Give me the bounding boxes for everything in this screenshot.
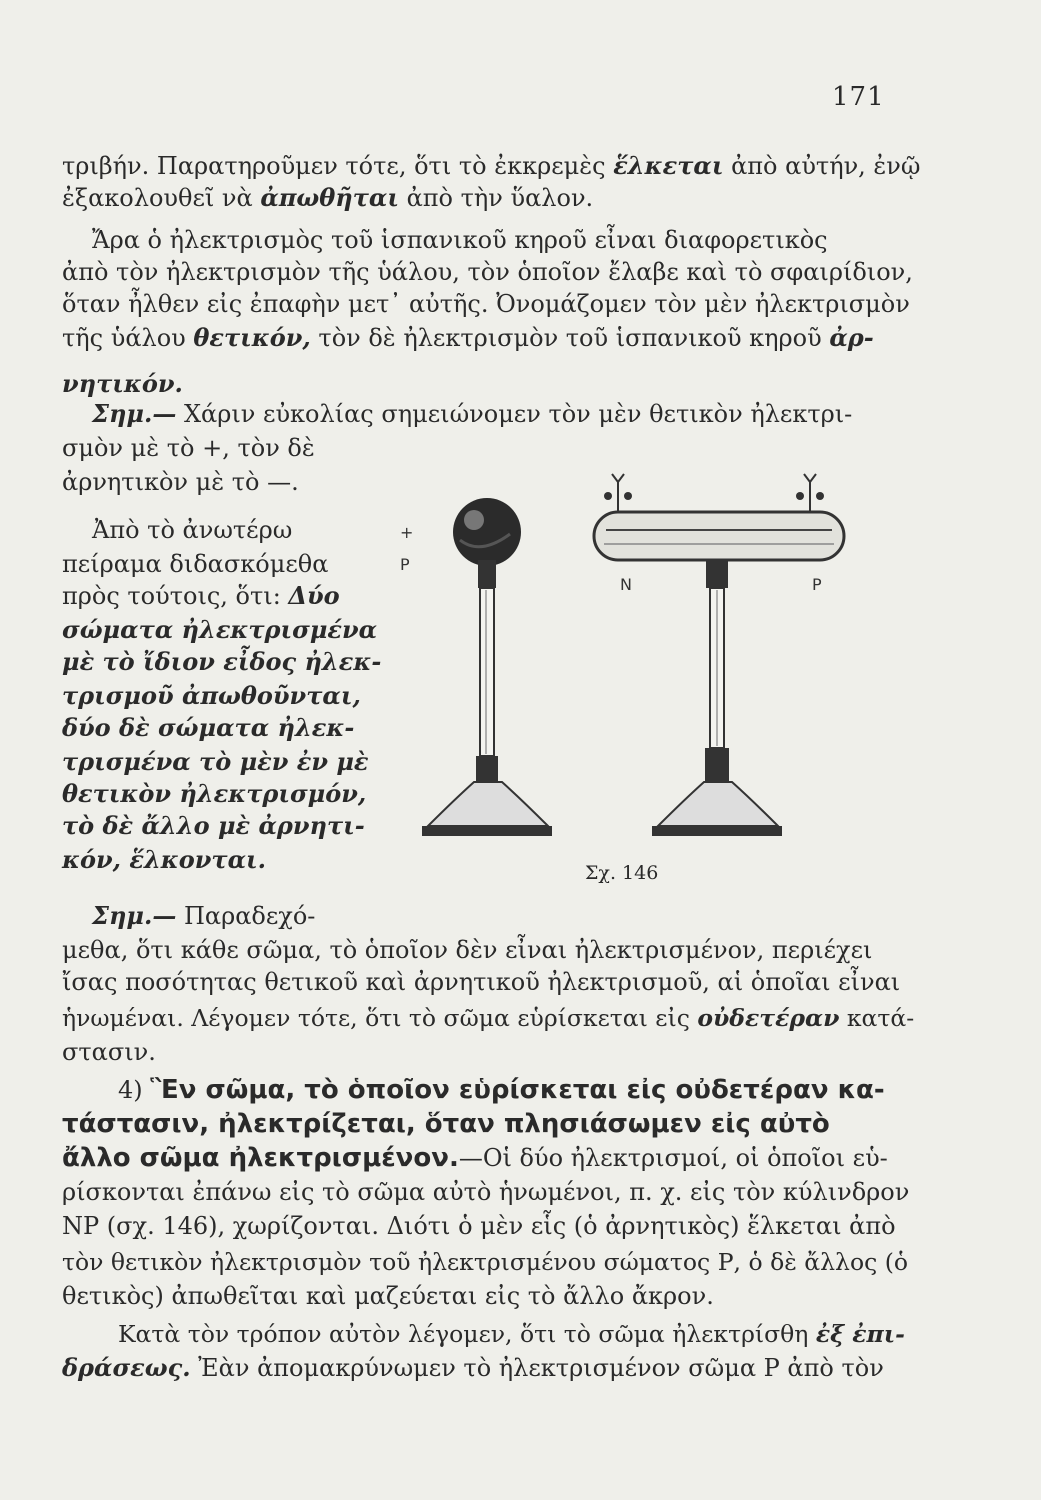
text-line xyxy=(62,432,315,464)
text-line xyxy=(62,844,266,876)
plain-text: ἴσας ποσότητας θετικοῦ καὶ ἀρνητικοῦ ἠλεκτρισμοῦ, αἱ ὁποῖαι εἶναι xyxy=(62,968,901,996)
text-line xyxy=(62,1176,909,1208)
text-line xyxy=(62,680,361,712)
plain-text: μεθα, ὅτι κάθε σῶμα, τὸ ὁποῖον δὲν εἶναι ἠλεκτρισμένον, περιέχει xyxy=(62,936,873,964)
text-line xyxy=(62,288,910,320)
text-line xyxy=(62,1142,888,1174)
text-line xyxy=(92,398,852,430)
figure-146 xyxy=(370,440,870,860)
emphasis-text: θετικόν, xyxy=(193,323,311,352)
emphasis-text: Σημ.— xyxy=(92,901,177,930)
plain-text: θετικὸς) ἀπωθεῖται καὶ μαζεύεται εἰς τὸ ἄλλο ἄκρον. xyxy=(62,1282,714,1310)
heading-text: Ἓν σῶμα, τὸ ὁποῖον εὑρίσκεται εἰς οὐδετέραν κα- xyxy=(150,1075,885,1105)
plain-text: Χάριν εὐκολίας σημειώνομεν τὸν μὲν θετικὸν ἠλεκτρι- xyxy=(176,400,853,428)
plain-text: κατά- xyxy=(839,1004,915,1032)
text-line xyxy=(62,614,377,646)
plain-text: τὸν θετικὸν ἠλεκτρισμὸν τοῦ ἠλεκτρισμένου σώματος Ρ, ὁ δὲ ἄλλος (ὁ xyxy=(62,1248,909,1276)
text-line xyxy=(62,580,340,612)
text-line xyxy=(62,712,354,744)
plain-text: Παραδεχό- xyxy=(176,902,316,930)
emphasis-text: θετικὸν ἠλεκτρισμόν, xyxy=(62,779,367,808)
emphasis-text: Δύο xyxy=(288,581,340,610)
emphasis-text: ἀρ- xyxy=(829,323,874,352)
text-line xyxy=(62,256,913,288)
text-line xyxy=(118,1074,885,1106)
plain-text: Ἀπὸ τὸ ἀνωτέρω xyxy=(92,516,293,544)
plain-text: ἀπὸ τὸν ἠλεκτρισμὸν τῆς ὑάλου, τὸν ὁποῖον ἔλαβε καὶ τὸ σφαιρίδιον, xyxy=(62,258,913,286)
text-line xyxy=(62,1352,884,1384)
plain-text: ἡνωμέναι. Λέγομεν τότε, ὅτι τὸ σῶμα εὑρίσκεται εἰς xyxy=(62,1004,698,1032)
plain-text: ἐξακολουθεῖ νὰ xyxy=(62,184,261,212)
emphasis-text: ἀπωθῆται xyxy=(260,183,399,212)
text-line xyxy=(92,224,828,256)
emphasis-text: Σημ.— xyxy=(92,399,177,428)
emphasis-text: νητικόν. xyxy=(62,369,183,398)
plain-text: τῆς ὑάλου xyxy=(62,324,194,352)
label-p-left: P xyxy=(400,555,410,574)
page-number: 171 xyxy=(832,82,885,112)
plain-text: ἀρνητικὸν μὲ τὸ —. xyxy=(62,468,299,496)
plain-text: στασιν. xyxy=(62,1038,156,1066)
text-line xyxy=(62,368,183,400)
plain-text: Κατὰ τὸν τρόπον αὐτὸν λέγομεν, ὅτι τὸ σῶμα ἠλεκτρίσθη xyxy=(118,1320,816,1348)
emphasis-text: τρισμένα τὸ μὲν ἐν μὲ xyxy=(62,747,369,776)
text-line xyxy=(92,514,292,546)
text-line xyxy=(62,548,328,580)
plain-text: ΝΡ (σχ. 146), χωρίζονται. Διότι ὁ μὲν εἷς (ὁ ἀρνητικὸς) ἕλκεται ἀπὸ xyxy=(62,1212,896,1240)
label-n: N xyxy=(620,575,632,594)
plain-text: τριβήν. Παρατηροῦμεν τότε, ὅτι τὸ ἐκκρεμὲς xyxy=(62,152,614,180)
emphasis-text: σώματα ἠλεκτρισμένα xyxy=(62,615,378,644)
plain-text: σμὸν μὲ τὸ +, τὸν δὲ xyxy=(62,434,315,462)
plain-text: ρίσκονται ἐπάνω εἰς τὸ σῶμα αὐτὸ ἡνωμένοι, π. χ. εἰς τὸν κύλινδρον xyxy=(62,1178,910,1206)
plain-text: Ἄρα ὁ ἠλεκτρισμὸς τοῦ ἱσπανικοῦ κηροῦ εἶναι διαφορετικὸς xyxy=(92,226,828,254)
plain-text: ἀπὸ αὐτήν, ἐνῷ xyxy=(723,152,921,180)
text-line xyxy=(92,900,315,932)
text-line xyxy=(62,966,900,998)
plain-text: —Οἱ δύο ἠλεκτρισμοί, οἱ ὁποῖοι εὑ- xyxy=(458,1144,888,1172)
text-line xyxy=(62,182,593,214)
emphasis-text: ἐξ ἐπι- xyxy=(815,1320,905,1348)
text-line xyxy=(62,934,872,966)
heading-text: ἄλλο σῶμα ἠλεκτρισμένον. xyxy=(62,1143,459,1173)
text-line xyxy=(62,322,874,354)
text-line xyxy=(62,810,365,842)
label-plus: + xyxy=(400,523,414,542)
insulated-cylinder-stand xyxy=(594,474,844,836)
plain-text: ἀπὸ τὴν ὕαλον. xyxy=(398,184,594,212)
emphasis-text: οὐδετέραν xyxy=(697,1004,840,1032)
plain-text: πείραμα διδασκόμεθα xyxy=(62,550,329,578)
emphasis-text: τὸ δὲ ἄλλο μὲ ἀρνητι- xyxy=(62,811,365,840)
emphasis-text: δράσεως. xyxy=(62,1353,191,1382)
text-line xyxy=(62,1280,714,1312)
text-line xyxy=(62,1108,830,1140)
plain-text: 4) xyxy=(118,1076,151,1104)
text-line xyxy=(62,746,368,778)
text-line xyxy=(118,1318,905,1350)
emphasis-text: μὲ τὸ ἴδιον εἶδος ἠλεκ- xyxy=(62,647,382,676)
plain-text: Ἐὰν ἀπομακρύνωμεν τὸ ἠλεκτρισμένον σῶμα Ρ ἀπὸ τὸν xyxy=(190,1354,884,1382)
text-line xyxy=(62,646,381,678)
text-line xyxy=(62,466,299,498)
text-line xyxy=(62,1002,914,1034)
emphasis-text: κόν, ἕλκονται. xyxy=(62,845,267,874)
plain-text: πρὸς τούτοις, ὅτι: xyxy=(62,582,289,610)
plain-text: ὅταν ἦλθεν εἰς ἐπαφὴν μετ᾽ αὐτῆς. Ὀνομάζομεν τὸν μὲν ἠλεκτρισμὸν xyxy=(62,290,910,318)
text-line xyxy=(62,1246,908,1278)
text-line xyxy=(62,778,366,810)
heading-text: τάστασιν, ἠλεκτρίζεται, ὅταν πλησιάσωμεν εἰς αὐτὸ xyxy=(62,1109,830,1139)
plain-text: τὸν δὲ ἠλεκτρισμὸν τοῦ ἱσπανικοῦ κηροῦ xyxy=(310,324,830,352)
text-line xyxy=(62,1210,896,1242)
emphasis-text: δύο δὲ σώματα ἠλεκ- xyxy=(62,713,355,742)
text-line xyxy=(62,1036,156,1068)
figure-caption: Σχ. 146 xyxy=(585,862,659,884)
label-p-right: P xyxy=(812,575,822,594)
text-line xyxy=(62,150,920,182)
emphasis-text: ἕλκεται xyxy=(613,151,724,180)
emphasis-text: τρισμοῦ ἀπωθοῦνται, xyxy=(62,681,361,710)
charged-sphere-stand xyxy=(422,498,552,836)
